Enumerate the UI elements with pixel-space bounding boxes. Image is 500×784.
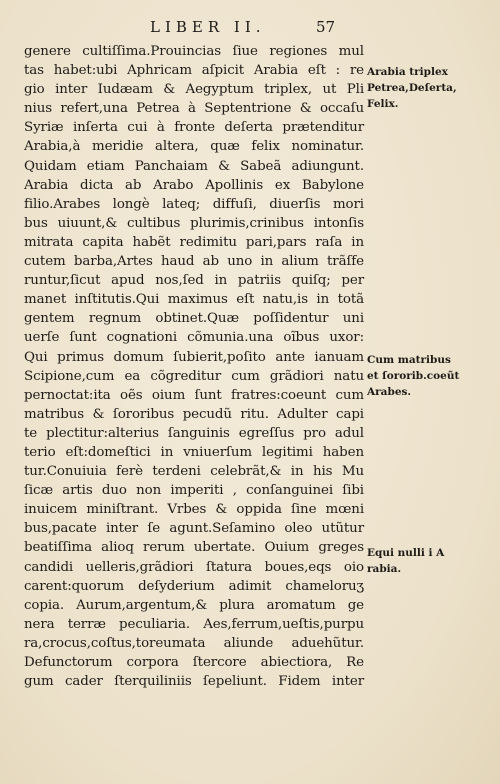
text-line: Quidam etiam Panchaiam & Sabeã adiungunt. <box>24 158 364 174</box>
margin-note-line: Equi nulli i A <box>367 547 445 559</box>
text-line: runtur,ſicut apud nos,ſed in patriis quiſq; per <box>24 273 364 289</box>
margin-note-arabia-triplex <box>367 64 495 112</box>
text-line: gum cader ſterquiliniis ſepeliunt. Fidem inter <box>24 674 364 690</box>
running-head: LIBER II. <box>150 18 266 36</box>
text-line: gentem regnum obtinet.Quæ poſſidentur uni <box>24 311 364 327</box>
margin-note-line: Felix. <box>367 98 399 110</box>
text-line: ra,crocus,coſtus,toreumata aliunde aduehũtur. <box>24 635 364 651</box>
text-line: pernoctat:ita oẽs oium ſunt fratres:coeunt cum <box>24 387 364 403</box>
margin-note-line: Arabia triplex <box>367 66 448 78</box>
margin-note-line: Arabes. <box>367 386 412 398</box>
text-line: nera terræ peculiaria. Aes,ferrum,ueſtis,purpu <box>24 616 364 632</box>
text-line: beatiſſima alioq rerum ubertate. Ouium greges <box>24 540 364 556</box>
text-line: Arabia,à meridie altera, quæ felix nominatur. <box>24 139 364 155</box>
text-line: tas habet:ubi Aphricam aſpicit Arabia eſt : re <box>24 63 364 79</box>
text-line: bus,pacate inter ſe agunt.Seſamino oleo utũtur <box>24 521 364 537</box>
text-line: filio.Arabes longè lateq; diffuſi, diuerſis mori <box>24 196 364 212</box>
text-line: candidi uelleris,grãdiori ſtatura boues,eqs oio <box>24 559 364 575</box>
margin-note-line: Petrea,Deſerta, <box>367 82 457 94</box>
text-line: mitrata capita habẽt redimitu pari,pars raſa in <box>24 234 364 250</box>
text-line: carent:quorum deſyderium adimit chameloruʒ <box>24 578 364 594</box>
text-line: Syriæ inſerta cui à fronte deſerta prætenditur <box>24 120 364 136</box>
margin-note-cum-matribus <box>367 352 495 400</box>
text-line: inuicem miniſtrant. Vrbes & oppida ſine mœni <box>24 502 364 518</box>
body-text <box>24 42 364 691</box>
margin-note-line: Cum matribus <box>367 354 451 366</box>
text-line: matribus & ſororibus pecudũ ritu. Adulter capi <box>24 406 364 422</box>
text-line: manet inſtitutis.Qui maximus eſt natu,is in totã <box>24 292 364 308</box>
text-line: uerſe ſunt cognationi cõmunia.una oĩbus uxor: <box>24 330 364 346</box>
text-line: tur.Conuiuia ferè terdeni celebrãt,& in his Mu <box>24 464 364 480</box>
text-line: gio inter Iudæam & Aegyptum triplex, ut Pli <box>24 82 364 98</box>
text-line: Arabia dicta ab Arabo Apollinis ex Babylone <box>24 177 364 193</box>
margin-note-line: et ſororib.coeũt <box>367 370 460 382</box>
text-line: ſicæ artis duo non imperiti , conſanguinei ſibi <box>24 483 364 499</box>
text-line: copia. Aurum,argentum,& plura aromatum ge <box>24 597 364 613</box>
text-line: genere cultiſſima.Prouincias ſiue regiones mul <box>24 44 364 59</box>
text-line: Scipione,cum ea cõgreditur cum grãdiori natu <box>24 368 364 384</box>
page-number: 57 <box>316 18 336 36</box>
text-line: bus uiuunt,& cultibus plurimis,crinibus intonſis <box>24 215 364 231</box>
text-line: nius refert,una Petrea à Septentrione & occaſu <box>24 101 364 117</box>
margin-note-line: rabia. <box>367 563 402 575</box>
text-line: terio eſt:domeſtici in vniuerſum legitimi haben <box>24 444 364 460</box>
text-line: te plectitur:alterius ſanguinis egreſſus pro adul <box>24 425 364 441</box>
margin-note-equi-nulli <box>367 545 495 577</box>
text-line: Defunctorum corpora ſtercore abiectiora, Re <box>24 655 364 670</box>
text-line: cutem barba,Artes haud ab uno in alium trãſfe <box>24 254 364 270</box>
text-line: Qui primus domum ſubierit,poſito ante ianuam <box>24 349 364 365</box>
page-header <box>0 18 500 42</box>
